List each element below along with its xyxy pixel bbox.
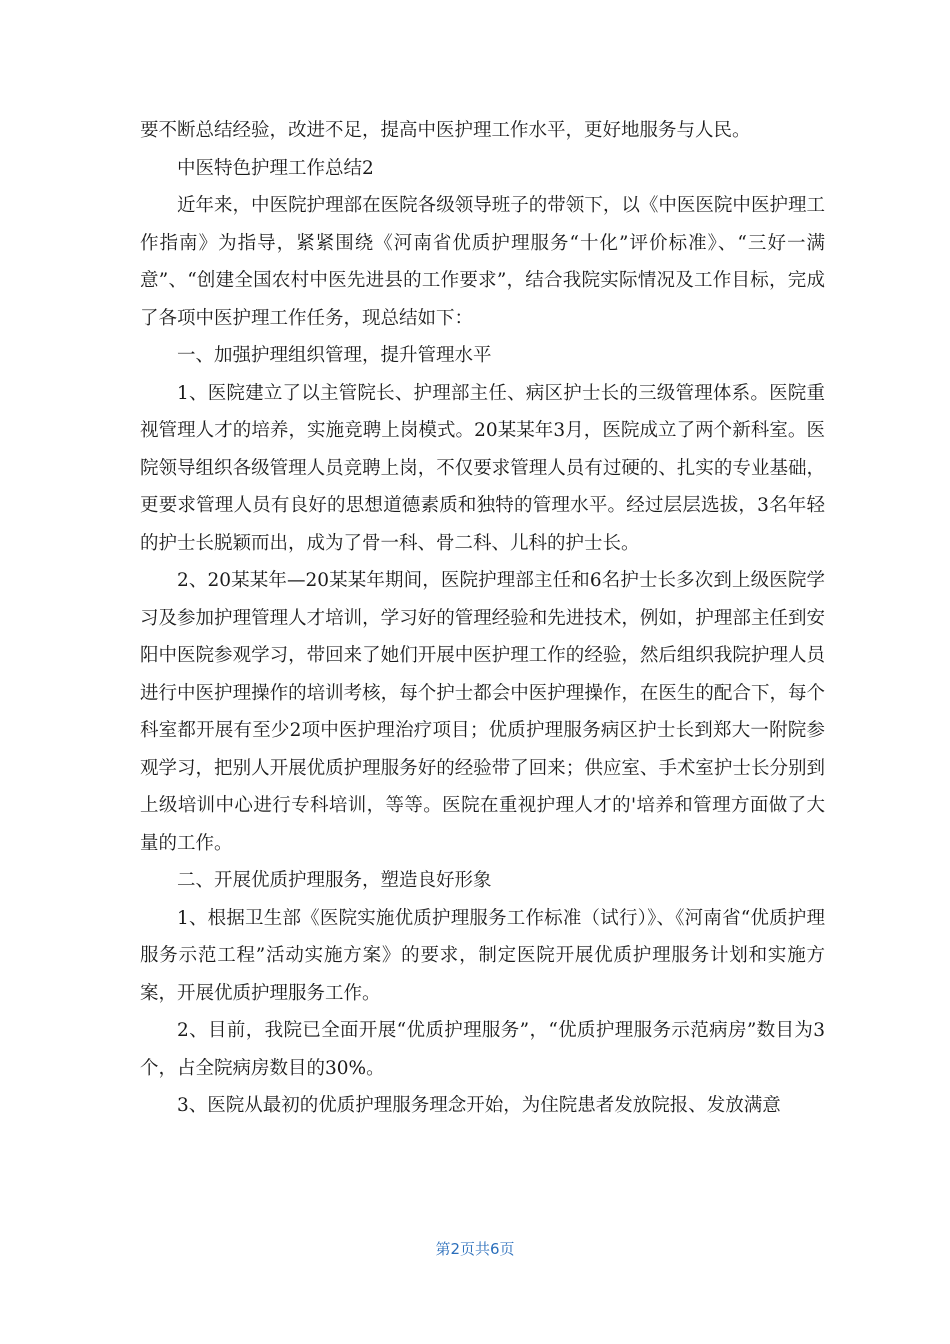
paragraph-1-1: 1、医院建立了以主管院长、护理部主任、病区护士长的三级管理体系。医院重视管理人才的培养，实施竞聘上岗模式。20某某年3月，医院成立了两个新科室。医院领导组织各级管理人员竞聘上岗，不仅要求管理人员有过硬的、扎实的专业基础，更要求管理人员有良好的思想道德素质和独特的管理水平。经过层层选拔，3名年轻的护士长脱颖而出，成为了骨一科、骨二科、儿科的护士长。 <box>140 382 825 554</box>
paragraph-1-2: 2、20某某年—20某某年期间，医院护理部主任和6名护士长多次到上级医院学习及参加护理管理人才培训，学习好的管理经验和先进技术，例如，护理部主任到安阳中医院参观学习，带回来了她们开展中医护理工作的经验，然后组织我院护理人员进行中医护理操作的培训考核，每个护士都会中医护理操作，在医生的配合下，每个科室都开展有至少2项中医护理治疗项目；优质护理服务病区护士长到郑大一附院参观学习，把别人开展优质护理服务好的经验带了回来；供应室、手术室护士长分别到上级培训中心进行专科培训，等等。医院在重视护理人才的'培养和管理方面做了大量的工作。 <box>140 570 825 854</box>
paragraph-2-3: 3、医院从最初的优质护理服务理念开始，为住院患者发放院报、发放满意 <box>177 1095 781 1116</box>
paragraph-continuation: 要不断总结经验，改进不足，提高中医护理工作水平，更好地服务与人民。 <box>140 120 751 141</box>
document-body <box>140 112 825 1125</box>
heading-section-2: 二、开展优质护理服务，塑造良好形象 <box>177 870 492 891</box>
paragraph-2-2: 2、目前，我院已全面开展“优质护理服务”，“优质护理服务示范病房”数目为3个，占全院病房数目的30%。 <box>140 1020 825 1079</box>
page-number-footer: 第2页共6页 <box>435 1240 515 1258</box>
section-title: 中医特色护理工作总结2 <box>177 157 374 179</box>
paragraph-intro: 近年来，中医院护理部在医院各级领导班子的带领下，以《中医医院中医护理工作指南》为指导，紧紧围绕《河南省优质护理服务“十化”评价标准》、“三好一满意”、“创建全国农村中医先进县的工作要求”，结合我院实际情况及工作目标，完成了各项中医护理工作任务，现总结如下： <box>140 195 825 329</box>
heading-section-1: 一、加强护理组织管理，提升管理水平 <box>177 345 492 366</box>
paragraph-2-1: 1、根据卫生部《医院实施优质护理服务工作标准（试行）》、《河南省“优质护理服务示范工程”活动实施方案》的要求，制定医院开展优质护理服务计划和实施方案，开展优质护理服务工作。 <box>140 907 825 1004</box>
